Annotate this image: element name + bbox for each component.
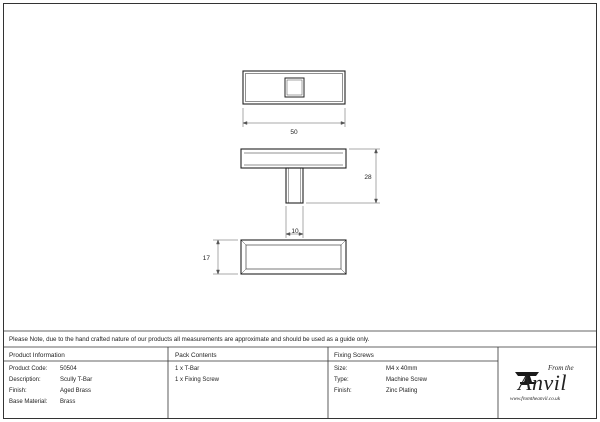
from-the-anvil-logo bbox=[506, 364, 592, 414]
depth-dimension bbox=[213, 240, 238, 274]
row-value: Brass bbox=[60, 399, 76, 405]
depth-label: 17 bbox=[202, 255, 210, 262]
row-value: 50504 bbox=[60, 366, 77, 372]
row-value: Aged Brass bbox=[60, 388, 92, 394]
row-value: Machine Screw bbox=[386, 377, 428, 383]
logo-word: Anvil bbox=[518, 370, 567, 395]
row-label: Type: bbox=[334, 377, 349, 383]
pack-contents-title: Pack Contents bbox=[175, 352, 217, 359]
top-view bbox=[243, 71, 345, 104]
fixing-screws-title: Fixing Screws bbox=[334, 352, 374, 359]
logo-from-text: From the bbox=[548, 364, 574, 372]
row-label: Base Material: bbox=[9, 399, 48, 405]
row-value: M4 x 40mm bbox=[386, 366, 418, 372]
measurement-note: Please Note, due to the hand crafted nature of our products all measurements are approximate and should be used as a guide only. bbox=[9, 336, 370, 343]
product-info-title: Product Information bbox=[9, 352, 65, 359]
row-label: Finish: bbox=[334, 388, 352, 394]
row-label: Finish: bbox=[9, 388, 27, 394]
row-label: Product Code: bbox=[9, 366, 48, 372]
row-value: Scully T-Bar bbox=[60, 377, 93, 383]
pack-item: 1 x Fixing Screw bbox=[175, 377, 220, 383]
row-label: Description: bbox=[9, 377, 41, 383]
side-view bbox=[241, 149, 346, 203]
front-view bbox=[241, 240, 346, 274]
height-label: 28 bbox=[364, 174, 372, 181]
shaft-label: 10 bbox=[291, 228, 299, 235]
row-value: Zinc Plating bbox=[386, 388, 418, 394]
width-label: 50 bbox=[290, 129, 298, 136]
pack-item: 1 x T-Bar bbox=[175, 366, 200, 372]
sheet-border bbox=[4, 4, 597, 419]
row-label: Size: bbox=[334, 366, 348, 372]
logo-url: www.fromtheanvil.co.uk bbox=[510, 396, 560, 402]
width-dimension bbox=[243, 108, 345, 127]
